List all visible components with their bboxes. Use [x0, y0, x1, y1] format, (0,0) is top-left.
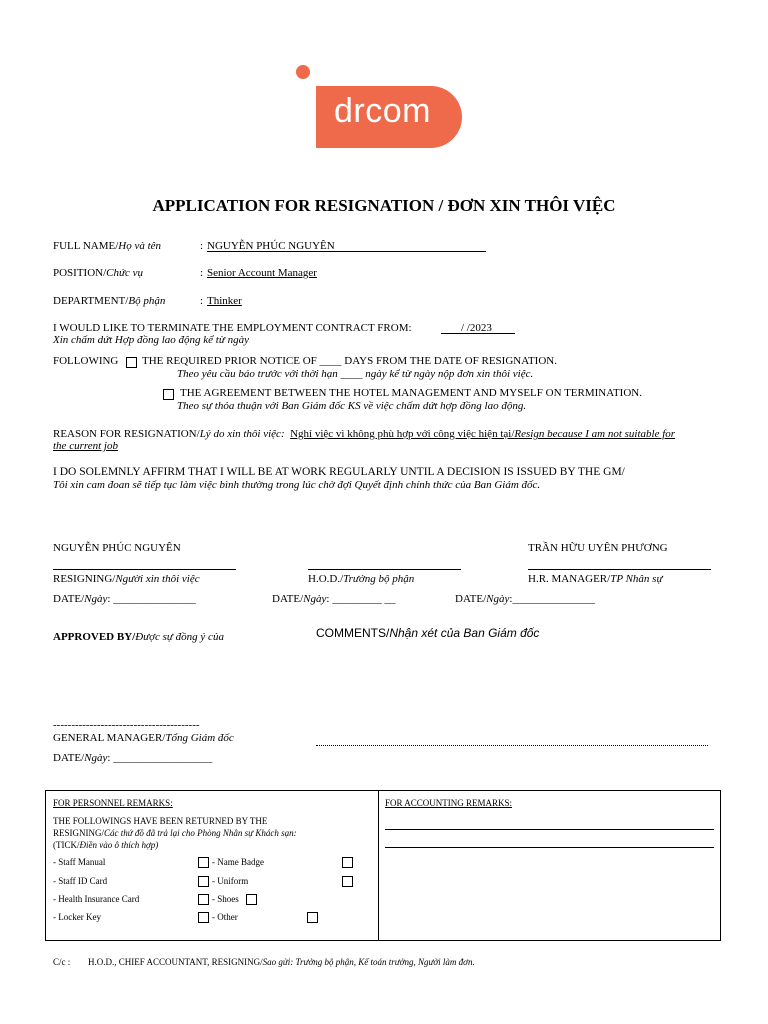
- locker-key-checkbox[interactable]: [198, 912, 209, 923]
- remarks-box: [45, 790, 721, 941]
- hod-role: H.O.D./Trưởng bộ phận: [308, 573, 415, 585]
- name-badge-checkbox[interactable]: [342, 857, 353, 868]
- personnel-line-3: (TICK/Điền vào ô thích hợp): [53, 840, 159, 850]
- hod-date: DATE/Ngày: _________ __: [272, 593, 396, 605]
- resigning-date: DATE/Ngày: _______________: [53, 593, 196, 605]
- item-uniform: - Uniform: [212, 876, 249, 886]
- shoes-checkbox[interactable]: [246, 894, 257, 905]
- item-shoes: - Shoes: [212, 894, 239, 904]
- logo-dot: [296, 65, 310, 79]
- notice-checkbox[interactable]: [126, 357, 137, 368]
- position-label: POSITION/Chức vụ: [53, 267, 144, 279]
- resigning-signature-line: [53, 569, 236, 570]
- terminate-date: / /2023: [461, 322, 492, 334]
- department-label: DEPARTMENT/Bộ phận: [53, 295, 166, 307]
- resigning-name: NGUYỄN PHÚC NGUYÊN: [53, 542, 181, 554]
- item-staff-manual: - Staff Manual: [53, 857, 106, 867]
- terminate-date-underline: [441, 333, 515, 334]
- gm-role: GENERAL MANAGER/Tổng Giám đốc: [53, 732, 234, 744]
- uniform-checkbox[interactable]: [342, 876, 353, 887]
- hod-signature-line: [308, 569, 461, 570]
- accounting-line-1: [385, 829, 714, 830]
- department-value: Thinker: [207, 295, 242, 307]
- item-other: - Other: [212, 912, 238, 922]
- item-staff-id-card: - Staff ID Card: [53, 876, 108, 886]
- full-name-value: NGUYỄN PHÚC NGUYÊN: [207, 240, 335, 252]
- accounting-line-2: [385, 847, 714, 848]
- hr-manager-name: TRẦN HỮU UYÊN PHƯƠNG: [528, 542, 668, 554]
- item-name-badge: - Name Badge: [212, 857, 264, 867]
- page-title: APPLICATION FOR RESIGNATION / ĐƠN XIN THÔI VIỆC: [152, 196, 616, 215]
- agreement-checkbox[interactable]: [163, 389, 174, 400]
- personnel-line-2: RESIGNING/Các thứ đồ đã trả lại cho Phòng Nhân sự Khách sạn:: [53, 828, 297, 838]
- accounting-remarks-heading: FOR ACCOUNTING REMARKS:: [385, 798, 513, 808]
- staff-manual-checkbox[interactable]: [198, 857, 209, 868]
- following-label: FOLLOWING: [53, 355, 119, 367]
- full-name-underline: [207, 251, 486, 252]
- position-value: Senior Account Manager: [207, 267, 317, 279]
- hr-role: H.R. MANAGER/TP Nhân sự: [528, 573, 663, 585]
- comments-label: COMMENTS/Nhận xét của Ban Giám đốc: [316, 626, 540, 640]
- cc-label: C/c :: [53, 957, 71, 967]
- affirm-statement: I DO SOLEMNLY AFFIRM THAT I WILL BE AT WORK REGULARLY UNTIL A DECISION IS ISSUED BY THE GM/: [53, 466, 625, 478]
- full-name-label: FULL NAME/Họ và tên: [53, 240, 162, 252]
- personnel-remarks-heading: FOR PERSONNEL REMARKS:: [53, 798, 173, 808]
- agreement-option-en: THE AGREEMENT BETWEEN THE HOTEL MANAGEMENT AND MYSELF ON TERMINATION.: [180, 387, 642, 399]
- personnel-line-1: THE FOLLOWINGS HAVE BEEN RETURNED BY THE: [53, 816, 268, 826]
- department-colon: :: [200, 295, 204, 307]
- other-checkbox[interactable]: [307, 912, 318, 923]
- hr-signature-line: [528, 569, 711, 570]
- gm-date: DATE/Ngày: __________________: [53, 752, 213, 764]
- comments-dotted-line: [316, 745, 708, 746]
- reason-line: REASON FOR RESIGNATION/Lý do xin thôi việc: Nghỉ việc vì không phù hợp với công việc hiện tại/Resign because I am not suitable for: [53, 428, 676, 440]
- hr-date: DATE/Ngày:_______________: [455, 593, 595, 605]
- item-locker-key: - Locker Key: [53, 912, 101, 922]
- agreement-option-vi: Theo sự thỏa thuận với Ban Giám đốc KS về việc chấm dứt hợp đồng lao động.: [177, 400, 527, 412]
- full-name-colon: :: [200, 240, 204, 252]
- position-colon: :: [200, 267, 204, 279]
- resigning-role: RESIGNING/Người xin thôi việc: [53, 573, 200, 585]
- gm-signature-dashes: ----------------------------------------: [53, 719, 200, 731]
- reason-line-2: the current job: [53, 440, 118, 452]
- notice-option-vi: Theo yêu cầu báo trước với thời hạn ____ ngày kể từ ngày nộp đơn xin thôi việc.: [177, 368, 534, 380]
- terminate-statement: I WOULD LIKE TO TERMINATE THE EMPLOYMENT CONTRACT FROM:: [53, 322, 412, 334]
- logo-text: drcom: [334, 92, 431, 130]
- terminate-statement-vi: Xin chấm dứt Hợp đồng lao động kể từ ngày: [53, 334, 249, 346]
- item-health-insurance-card: - Health Insurance Card: [53, 894, 140, 904]
- cc-text: H.O.D., CHIEF ACCOUNTANT, RESIGNING/Sao gửi: Trưởng bộ phận, Kế toán trưởng, Người làm đơn.: [88, 957, 475, 967]
- health-card-checkbox[interactable]: [198, 894, 209, 905]
- approved-by-label: APPROVED BY/Được sự đồng ý của: [53, 631, 224, 643]
- affirm-statement-vi: Tôi xin cam đoan sẽ tiếp tục làm việc bình thường trong lúc chờ đợi Quyết định chính thức của Ban Giám đốc.: [53, 479, 541, 491]
- notice-option-en: THE REQUIRED PRIOR NOTICE OF ____ DAYS FROM THE DATE OF RESIGNATION.: [142, 355, 557, 367]
- remarks-divider: [378, 790, 379, 941]
- staff-id-checkbox[interactable]: [198, 876, 209, 887]
